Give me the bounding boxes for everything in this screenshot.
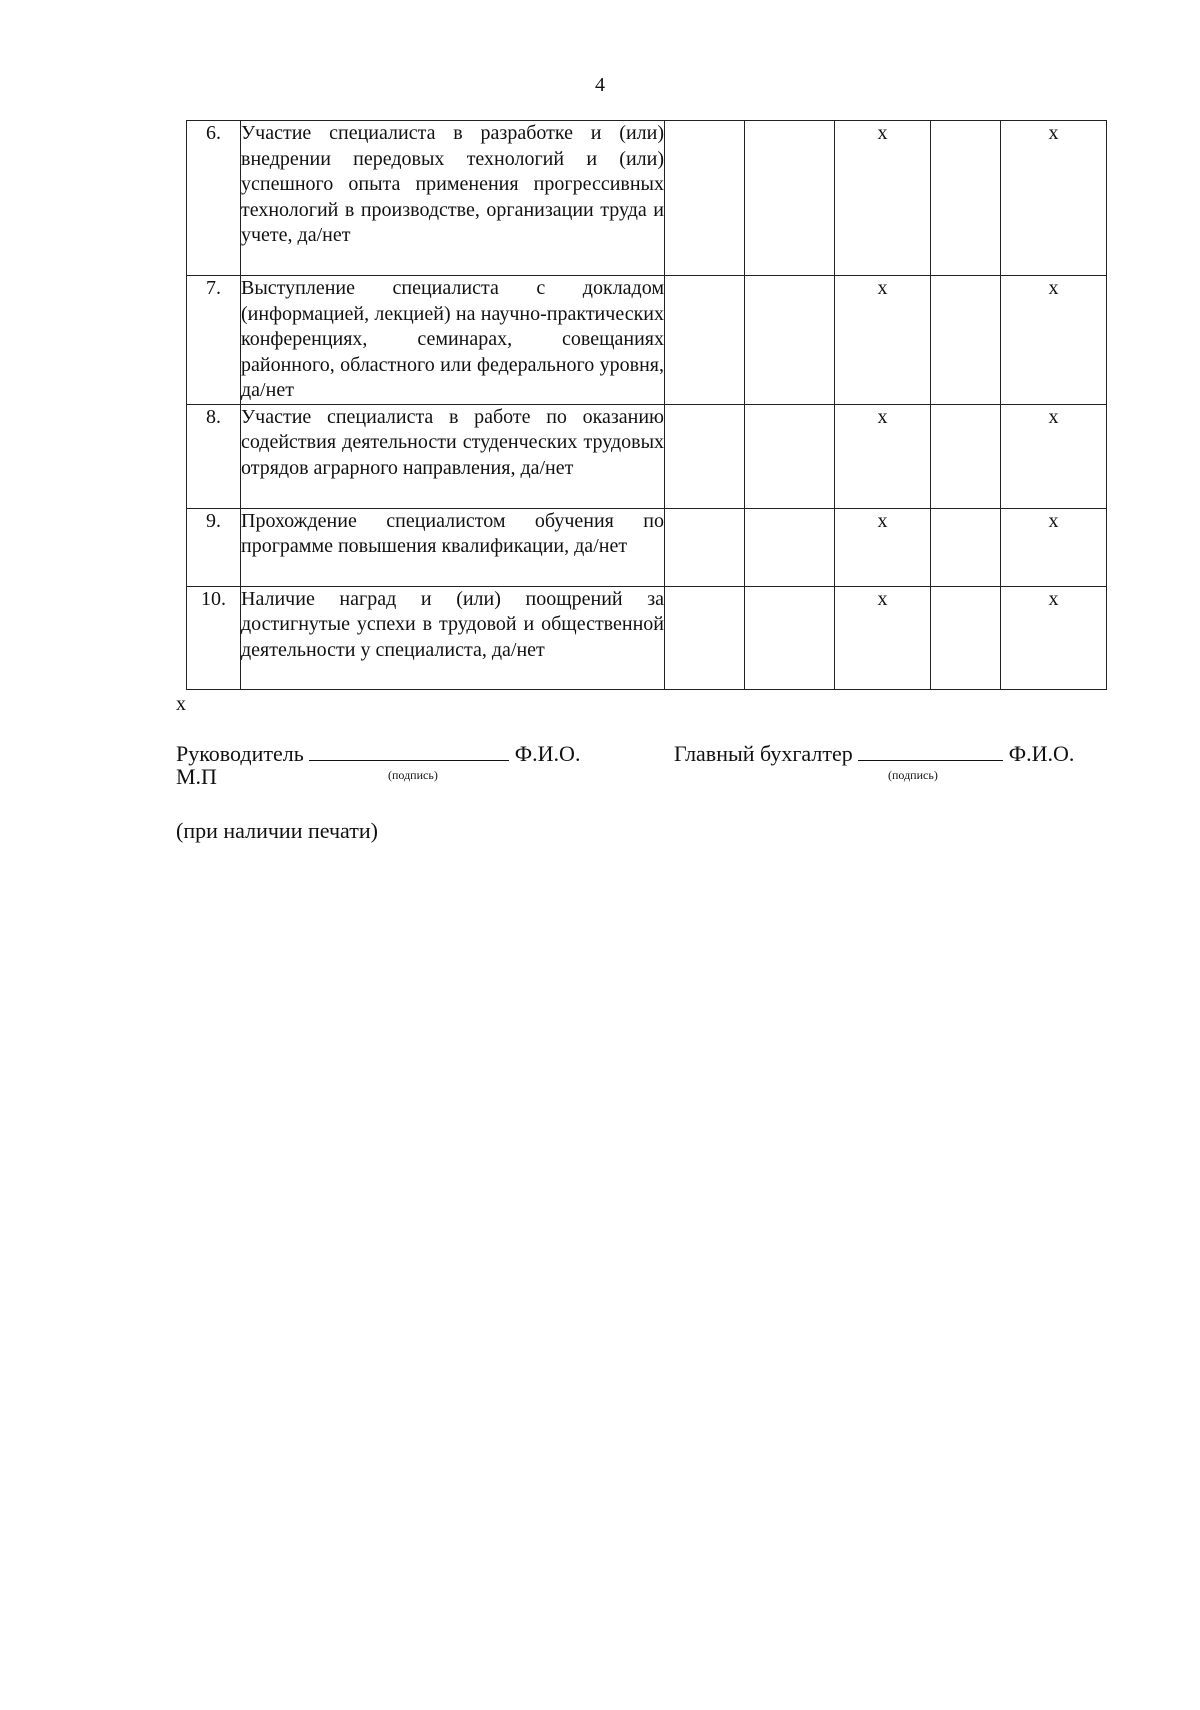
- empty-cell: [745, 121, 835, 276]
- head-signature-field: [309, 740, 509, 761]
- accountant-signature-caption: (подпись): [888, 768, 938, 782]
- accountant-signature-field: [858, 740, 1003, 761]
- head-label: Руководитель: [176, 741, 304, 766]
- empty-cell: [745, 404, 835, 508]
- row-number: 7.: [187, 276, 241, 405]
- cross-mark: х: [835, 276, 931, 405]
- empty-cell: [665, 586, 745, 689]
- empty-cell: [931, 404, 1001, 508]
- row-number: 8.: [187, 404, 241, 508]
- cross-mark: х: [1001, 276, 1107, 405]
- empty-cell: [745, 276, 835, 405]
- cross-mark: х: [1001, 508, 1107, 586]
- empty-cell: [931, 121, 1001, 276]
- accountant-label: Главный бухгалтер: [674, 741, 853, 766]
- page-number: 4: [595, 74, 605, 96]
- criteria-table: [186, 120, 1107, 690]
- accountant-name: Ф.И.О.: [1008, 741, 1075, 766]
- accountant-signature-line: [674, 740, 1074, 767]
- row-description: Участие специалиста в работе по оказанию содействия деятельности студенческих трудовых отрядов аграрного направления, да/нет: [241, 404, 665, 508]
- stamp-label: М.П: [176, 764, 217, 789]
- row-description: Выступление специалиста с докладом (информацией, лекцией) на научно-практических конференциях, семинарах, совещаниях районного, областного или федерального уровня, да/нет: [241, 276, 665, 405]
- footnote-mark: х: [176, 693, 186, 715]
- empty-cell: [931, 586, 1001, 689]
- empty-cell: [665, 121, 745, 276]
- row-description: Наличие наград и (или) поощрений за достигнутые успехи в трудовой и общественной деятельности у специалиста, да/нет: [241, 586, 665, 689]
- empty-cell: [665, 508, 745, 586]
- empty-cell: [931, 276, 1001, 405]
- table-row: [187, 586, 1107, 689]
- seal-note: (при наличии печати): [176, 818, 378, 843]
- table-row: [187, 121, 1107, 276]
- row-description: Прохождение специалистом обучения по программе повышения квалификации, да/нет: [241, 508, 665, 586]
- head-signature-line: [176, 740, 580, 767]
- empty-cell: [665, 276, 745, 405]
- row-number: 6.: [187, 121, 241, 276]
- row-description: Участие специалиста в разработке и (или) внедрении передовых технологий и (или) успешного опыта применения прогрессивных технологий в производстве, организации труда и учете, да/нет: [241, 121, 665, 276]
- head-name: Ф.И.О.: [514, 741, 581, 766]
- head-signature-caption: (подпись): [388, 768, 438, 782]
- cross-mark: х: [1001, 121, 1107, 276]
- cross-mark: х: [835, 508, 931, 586]
- empty-cell: [665, 404, 745, 508]
- empty-cell: [745, 508, 835, 586]
- table-row: [187, 508, 1107, 586]
- empty-cell: [931, 508, 1001, 586]
- row-number: 9.: [187, 508, 241, 586]
- table-row: [187, 404, 1107, 508]
- cross-mark: х: [835, 121, 931, 276]
- table-row: [187, 276, 1107, 405]
- row-number: 10.: [187, 586, 241, 689]
- cross-mark: х: [1001, 404, 1107, 508]
- cross-mark: х: [1001, 586, 1107, 689]
- cross-mark: х: [835, 404, 931, 508]
- empty-cell: [745, 586, 835, 689]
- cross-mark: х: [835, 586, 931, 689]
